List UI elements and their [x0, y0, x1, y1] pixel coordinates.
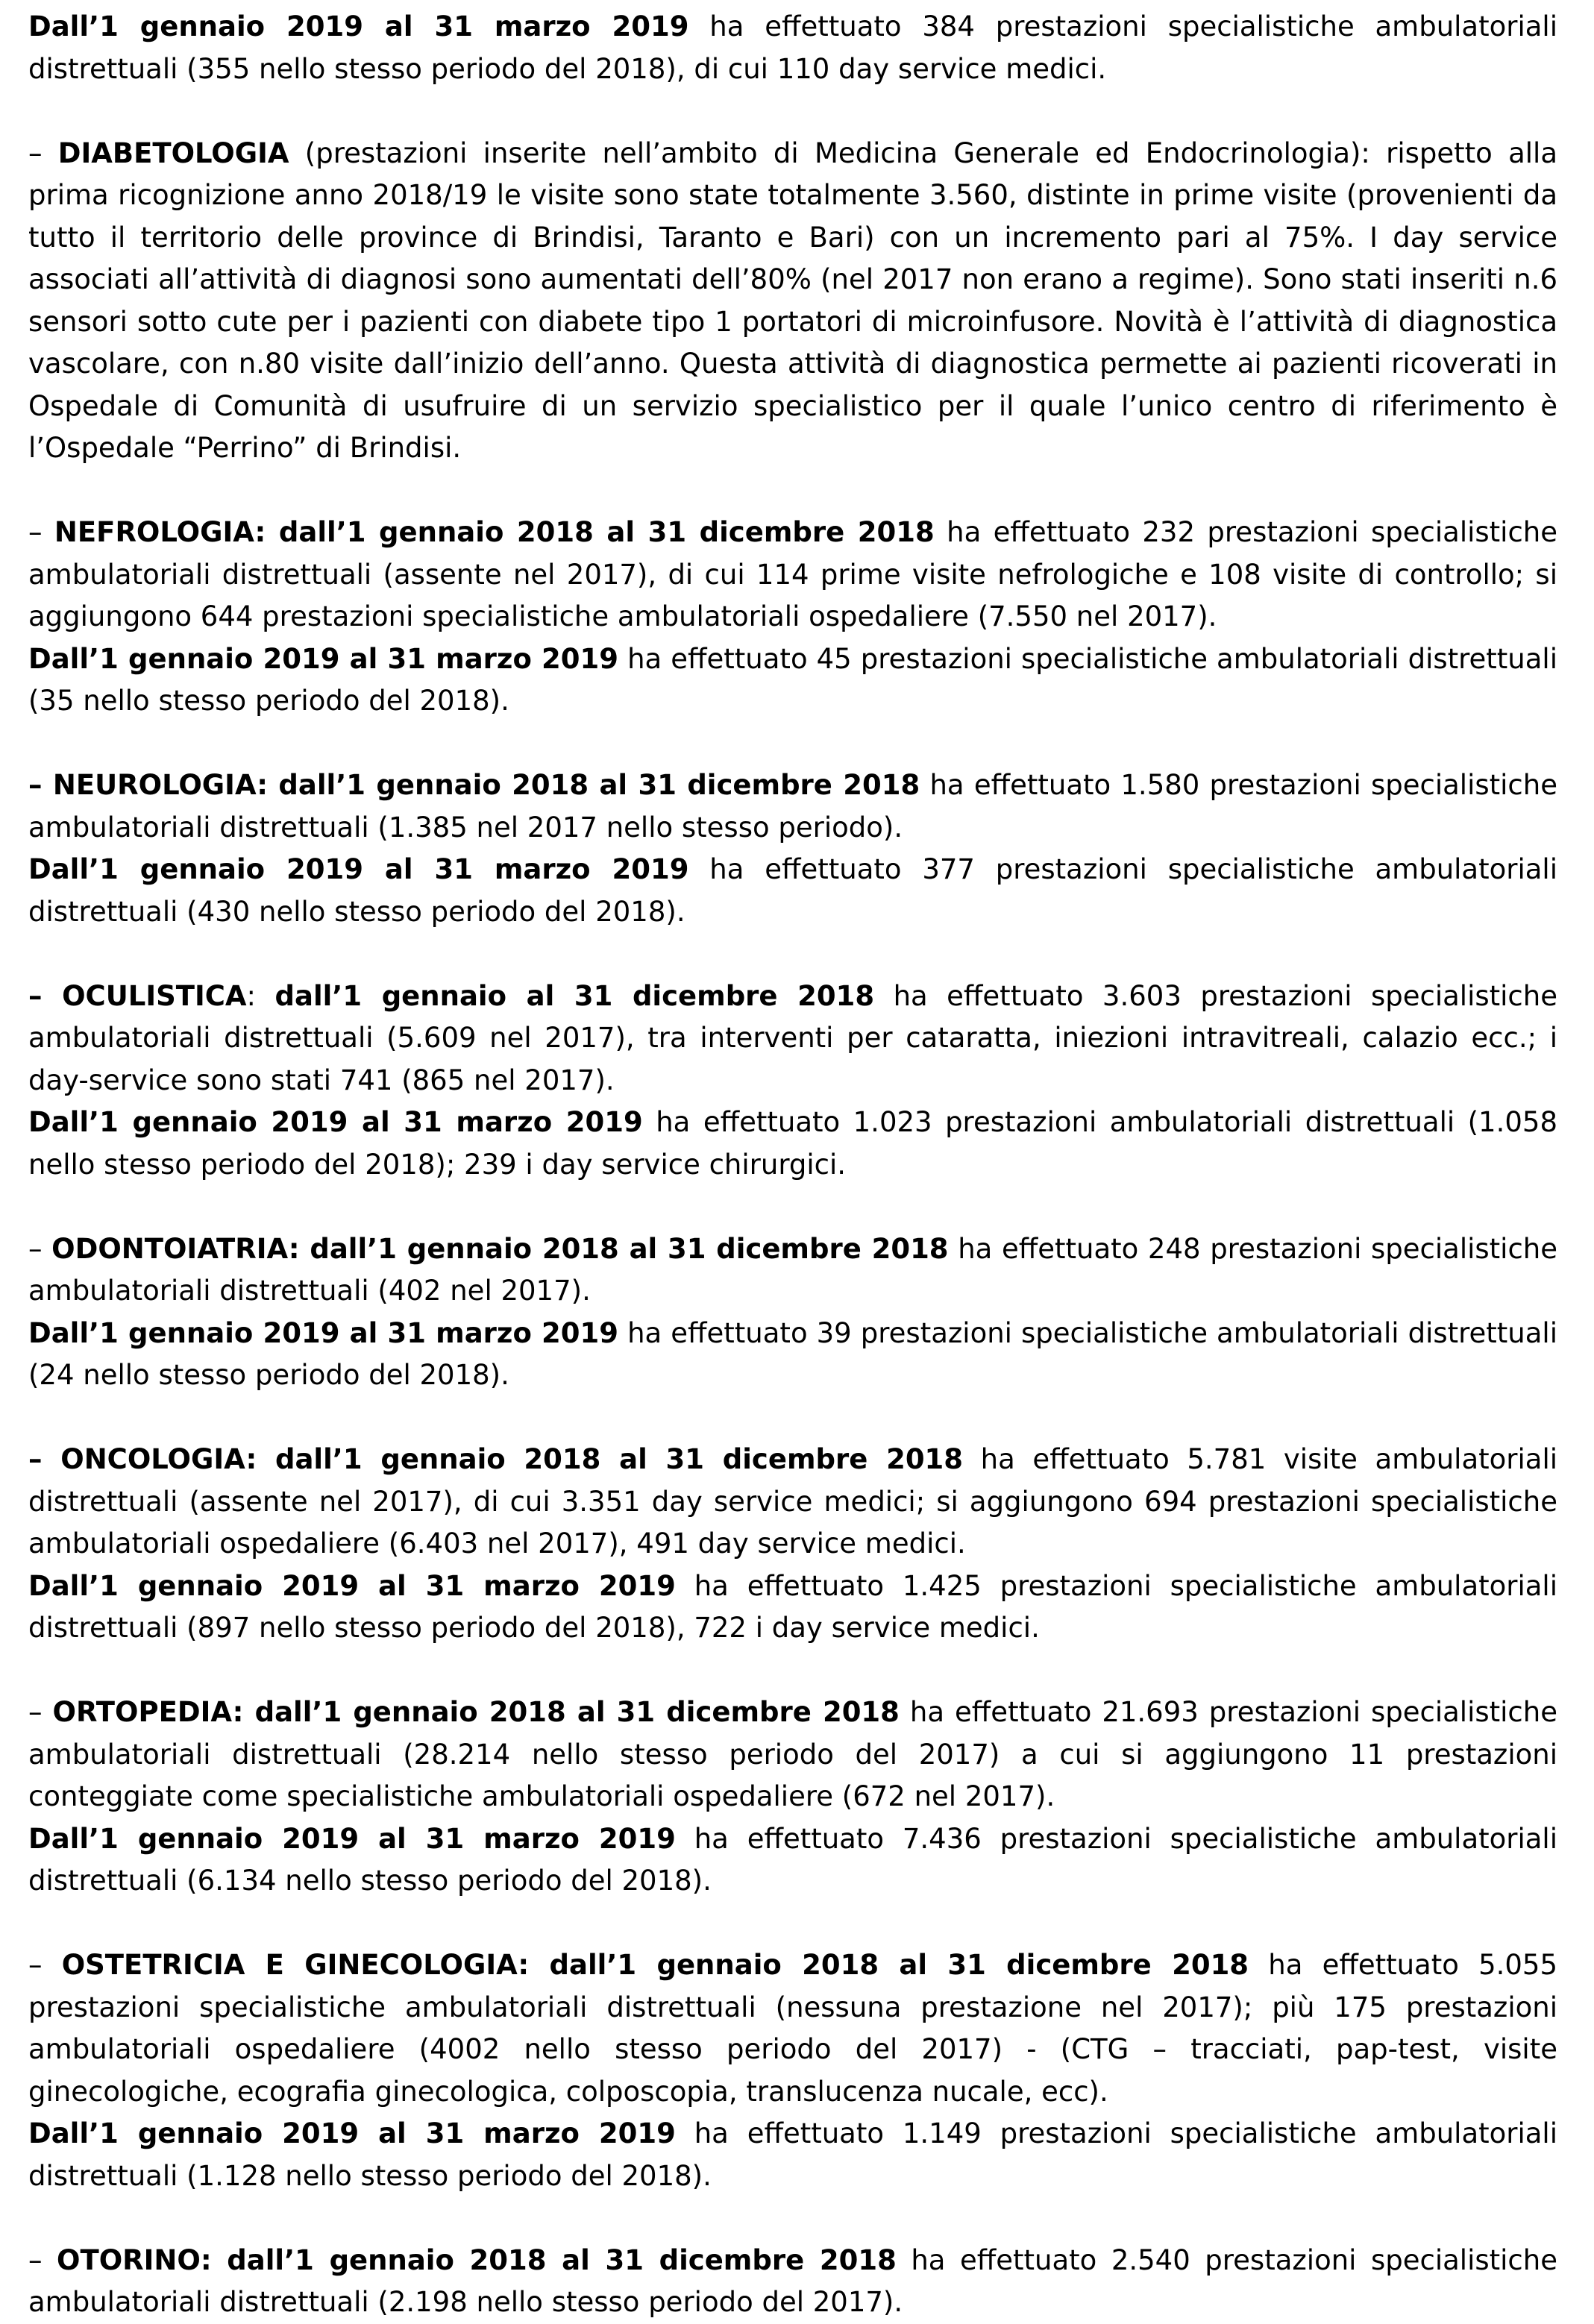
- bold-text: Dall’1 gennaio 2019 al 31 marzo 2019: [28, 2117, 676, 2149]
- bold-text: ORTOPEDIA: dall’1 gennaio 2018 al 31 dicembre 2018: [52, 1696, 900, 1728]
- paragraph: [28, 6, 1557, 90]
- paragraph: [28, 512, 1557, 638]
- bold-text: OSTETRICIA E GINECOLOGIA: dall’1 gennaio 2018 al 31 dicembre 2018: [61, 1949, 1249, 1981]
- paragraph: [28, 638, 1557, 723]
- body-text: ha effettuato 232 prestazioni specialistiche ambulatoriali distrettuali (assente nel 2017), di cui 114 prime visite nefrologiche e 108 visite di controllo; si aggiungono 644 prestazioni specialistiche ambulatoriali ospedaliere (7.550 nel 2017).: [28, 516, 1558, 632]
- paragraph-spacer: [28, 90, 1557, 133]
- body-text: ha effettuato 1.149 prestazioni specialistiche ambulatoriali distrettuali (1.128 nello stesso periodo del 2018).: [28, 2117, 1557, 2192]
- bold-text: dall’1 gennaio al 31 dicembre 2018: [274, 979, 875, 1012]
- paragraph: [28, 133, 1557, 470]
- paragraph: [28, 1565, 1557, 1650]
- bold-text: Dall’1 gennaio 2019 al 31 marzo 2019: [28, 642, 619, 675]
- body-text: ha effettuato 2.540 prestazioni specialistiche ambulatoriali distrettuali (2.198 nello stesso periodo del 2017).: [28, 2243, 1557, 2318]
- bold-text: NEFROLOGIA: dall’1 gennaio 2018 al 31 dicembre 2018: [54, 516, 935, 548]
- body-text: –: [28, 2243, 57, 2276]
- body-text: ha effettuato 7.436 prestazioni specialistiche ambulatoriali distrettuali (6.134 nello stesso periodo del 2018).: [28, 1822, 1557, 1897]
- paragraph-spacer: [28, 723, 1557, 765]
- bold-text: Dall’1 gennaio 2019 al 31 marzo 2019: [28, 10, 689, 43]
- paragraph: [28, 764, 1557, 849]
- body-text: ha effettuato 377 prestazioni specialistiche ambulatoriali distrettuali (430 nello stesso periodo del 2018).: [28, 853, 1557, 928]
- body-text: ha effettuato 3.603 prestazioni specialistiche ambulatoriali distrettuali (5.609 nel 2017), tra interventi per cataratta, iniezioni intravitreali, calazio ecc.; i day-service sono stati 741 (865 nel 2017).: [28, 979, 1557, 1096]
- paragraph-spacer: [28, 1397, 1557, 1439]
- body-text: (prestazioni inserite nell’ambito di Medicina Generale ed Endocrinologia): rispetto alla prima ricognizione anno 2018/19 le visite sono state totalmente 3.560, distinte in prime visite (provenienti da tutto il territorio delle province di Brindisi, Taranto e Bari) con un incremento pari al 75%. I day service associati all’attività di diagnosi sono aumentati dell’80% (nel 2017 non erano a regime). Sono stati inseriti n.6 sensori sotto cute per i pazienti con diabete tipo 1 portatori di microinfusore. Novità è l’attività di diagnostica vascolare, con n.80 visite dall’inizio dell’anno. Questa attività di diagnostica permette ai pazienti ricoverati in Ospedale di Comunità di usufruire di un servizio specialistico per il quale l’unico centro di riferimento è l’Ospedale “Perrino” di Brindisi.: [28, 136, 1557, 464]
- paragraph: [28, 2113, 1557, 2197]
- bold-text: Dall’1 gennaio 2019 al 31 marzo 2019: [28, 853, 689, 885]
- body-text: ha effettuato 45 prestazioni specialistiche ambulatoriali distrettuali (35 nello stesso periodo del 2018).: [28, 642, 1557, 717]
- bold-text: Dall’1 gennaio 2019 al 31 marzo 2019: [28, 1822, 676, 1855]
- body-text: –: [28, 136, 58, 169]
- body-text: ha effettuato 1.580 prestazioni specialistiche ambulatoriali distrettuali (1.385 nel 2017 nello stesso periodo).: [28, 769, 1557, 844]
- bold-text: OTORINO: dall’1 gennaio 2018 al 31 dicembre 2018: [57, 2243, 897, 2276]
- bold-text: – OCULISTICA: [28, 979, 247, 1012]
- body-text: ha effettuato 384 prestazioni specialistiche ambulatoriali distrettuali (355 nello stesso periodo del 2018), di cui 110 day service medici.: [28, 10, 1557, 85]
- bold-text: ODONTOIATRIA: dall’1 gennaio 2018 al 31 dicembre 2018: [51, 1232, 949, 1265]
- paragraph-spacer: [28, 1650, 1557, 1692]
- body-text: ha effettuato 39 prestazioni specialistiche ambulatoriali distrettuali (24 nello stesso periodo del 2018).: [28, 1316, 1557, 1391]
- paragraph: [28, 1313, 1557, 1397]
- paragraph: [28, 2240, 1557, 2324]
- body-text: –: [28, 516, 54, 548]
- paragraph: [28, 976, 1557, 1102]
- paragraph-spacer: [28, 470, 1557, 512]
- body-text: –: [28, 1949, 62, 1981]
- body-text: ha effettuato 1.425 prestazioni specialistiche ambulatoriali distrettuali (897 nello stesso periodo del 2018), 722 i day service medici.: [28, 1569, 1557, 1644]
- paragraph-spacer: [28, 933, 1557, 976]
- bold-text: Dall’1 gennaio 2019 al 31 marzo 2019: [28, 1316, 619, 1349]
- paragraph: [28, 1228, 1557, 1313]
- body-text: –: [28, 1232, 52, 1265]
- paragraph: [28, 1102, 1557, 1186]
- body-text: ha effettuato 1.023 prestazioni ambulatoriali distrettuali (1.058 nello stesso periodo del 2018); 239 i day service chirurgici.: [28, 1106, 1557, 1181]
- body-text: ha effettuato 21.693 prestazioni specialistiche ambulatoriali distrettuali (28.214 nello stesso periodo del 2017) a cui si aggiungono 11 prestazioni conteggiate come specialistiche ambulatoriali ospedaliere (672 nel 2017).: [28, 1696, 1557, 1812]
- paragraph-spacer: [28, 1903, 1557, 1945]
- bold-text: – NEUROLOGIA: dall’1 gennaio 2018 al 31 dicembre 2018: [28, 769, 920, 801]
- bold-text: Dall’1 gennaio 2019 al 31 marzo 2019: [28, 1106, 643, 1138]
- body-text: :: [246, 979, 275, 1012]
- paragraph: [28, 1692, 1557, 1818]
- paragraph: [28, 1944, 1557, 2113]
- bold-text: Dall’1 gennaio 2019 al 31 marzo 2019: [28, 1569, 676, 1602]
- bold-text: DIABETOLOGIA: [57, 136, 289, 169]
- paragraph: [28, 849, 1557, 933]
- paragraph-spacer: [28, 1186, 1557, 1228]
- document-page: [28, 6, 1557, 2324]
- body-text: ha effettuato 248 prestazioni specialistiche ambulatoriali distrettuali (402 nel 2017).: [28, 1232, 1558, 1307]
- paragraph-spacer: [28, 2197, 1557, 2240]
- body-text: –: [28, 1696, 53, 1728]
- body-text: ha effettuato 5.055 prestazioni specialistiche ambulatoriali distrettuali (nessuna prestazione nel 2017); più 175 prestazioni ambulatoriali ospedaliere (4002 nello stesso periodo del 2017) - (CTG – tracciati, pap-test, visite ginecologiche, ecografia ginecologica, colposcopia, translucenza nucale, ecc).: [28, 1949, 1557, 2108]
- body-text: ha effettuato 5.781 visite ambulatoriali distrettuali (assente nel 2017), di cui 3.351 day service medici; si aggiungono 694 prestazioni specialistiche ambulatoriali ospedaliere (6.403 nel 2017), 491 day service medici.: [28, 1443, 1557, 1560]
- paragraph: [28, 1439, 1557, 1565]
- paragraph: [28, 1818, 1557, 1903]
- bold-text: – ONCOLOGIA: dall’1 gennaio 2018 al 31 dicembre 2018: [28, 1443, 964, 1475]
